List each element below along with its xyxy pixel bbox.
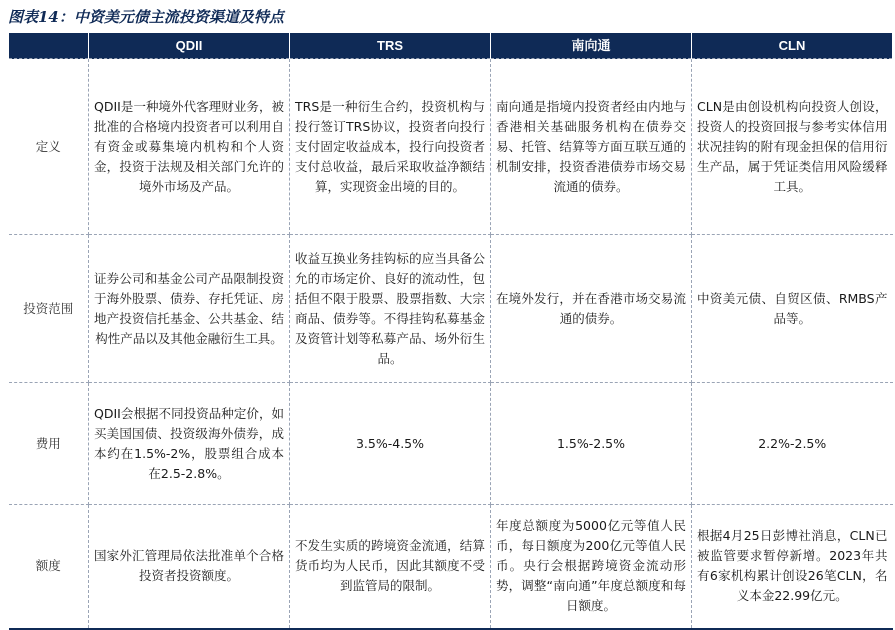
header-qdii: QDII: [89, 33, 290, 59]
cell-cln-definition: CLN是由创设机构向投资人创设，投资人的投资回报与参考实体信用状况挂钩的附有现金担保的信用衍生产品，属于凭证类信用风险缓释工具。: [692, 59, 893, 235]
row-label-quota: 额度: [9, 505, 89, 629]
channels-table: [8, 33, 893, 630]
page-title: 图表14：中资美元债主流投资渠道及特点: [8, 8, 284, 26]
cell-qdii-scope: 证券公司和基金公司产品限制投资于海外股票、债券、存托凭证、房地产投资信托基金、公共基金、结构性产品以及其他金融衍生工具。: [89, 235, 290, 383]
table-row: [9, 59, 893, 235]
cell-cln-quota: 根据4月25日彭博社消息，CLN已被监管要求暂停新增。2023年共有6家机构累计创设26笔CLN，名义本金22.99亿元。: [692, 505, 893, 629]
header-trs: TRS: [290, 33, 491, 59]
table-row: [9, 235, 893, 383]
cell-trs-scope: 收益互换业务挂钩标的应当具备公允的市场定价、良好的流动性，包括但不限于股票、股票指数、大宗商品、债券等。不得挂钩私募基金及资管计划等私募产品、场外衍生品。: [290, 235, 491, 383]
header-blank: [9, 33, 89, 59]
row-label-cost: 费用: [9, 383, 89, 505]
cell-trs-cost: 3.5%-4.5%: [290, 383, 491, 505]
row-label-definition: 定义: [9, 59, 89, 235]
cell-southbound-definition: 南向通是指境内投资者经由内地与香港相关基础服务机构在债券交易、托管、结算等方面互联互通的机制安排，投资香港债券市场交易流通的债券。: [491, 59, 692, 235]
cell-southbound-scope: 在境外发行，并在香港市场交易流通的债券。: [491, 235, 692, 383]
cell-trs-definition: TRS是一种衍生合约，投资机构与投行签订TRS协议，投资者向投行支付固定收益成本，投行向投资者支付总收益，最后采取收益净额结算，实现资金出境的目的。: [290, 59, 491, 235]
cell-cln-scope: 中资美元债、自贸区债、RMBS产品等。: [692, 235, 893, 383]
cell-southbound-quota: 年度总额度为5000亿元等值人民币，每日额度为200亿元等值人民币。央行会根据跨境资金流动形势，调整“南向通”年度总额度和每日额度。: [491, 505, 692, 629]
table-row: [9, 505, 893, 629]
cell-trs-quota: 不发生实质的跨境资金流通，结算货币均为人民币，因此其额度不受到监管局的限制。: [290, 505, 491, 629]
header-cln: CLN: [692, 33, 893, 59]
cell-qdii-cost: QDII会根据不同投资品种定价，如买美国国债、投资级海外债券，成本约在1.5%-2%，股票组合成本在2.5-2.8%。: [89, 383, 290, 505]
cell-southbound-cost: 1.5%-2.5%: [491, 383, 692, 505]
header-southbound: 南向通: [491, 33, 692, 59]
row-label-scope: 投资范围: [9, 235, 89, 383]
cell-cln-cost: 2.2%-2.5%: [692, 383, 893, 505]
cell-qdii-quota: 国家外汇管理局依法批准单个合格投资者投资额度。: [89, 505, 290, 629]
table-header-row: [9, 33, 893, 59]
table-row: [9, 383, 893, 505]
cell-qdii-definition: QDII是一种境外代客理财业务，被批准的合格境内投资者可以利用自有资金或募集境内机构和个人资金，投资于法规及相关部门允许的境外市场及产品。: [89, 59, 290, 235]
